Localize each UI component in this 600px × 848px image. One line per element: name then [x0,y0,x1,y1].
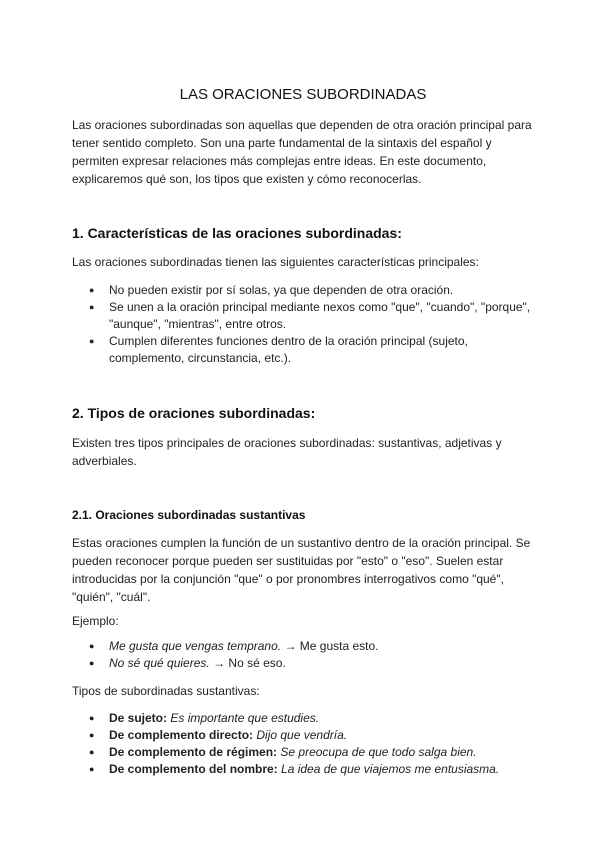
example-rest: → No sé eso. [209,656,286,670]
example-italic: Me gusta que vengas temprano. [109,639,282,653]
section-2-lead: Existen tres tipos principales de oraciones subordinadas: sustantivas, adjetivas y adverbiales. [72,436,502,468]
section-1-heading: 1. Características de las oraciones subordinadas: [72,225,402,241]
list-item [72,655,534,672]
section-1-lead: Las oraciones subordinadas tienen las siguientes características principales: [72,255,479,269]
example-italic: No sé qué quieres. [109,656,210,670]
list-item: ● Cumplen diferentes funciones dentro de la oración principal (sujeto, complemento, circunstancia, etc.). [72,333,534,367]
example-rest: → Me gusta esto. [281,639,379,653]
list-item [72,744,534,761]
list-item [72,727,534,744]
list-item: ● No pueden existir por sí solas, ya que dependen de otra oración. [72,282,534,299]
type-example: Es importante que estudies. [167,711,320,725]
type-name: De sujeto: [109,711,168,725]
example-label: Ejemplo: [72,614,119,628]
section-2-heading: 2. Tipos de oraciones subordinadas: [72,405,316,421]
example-list [72,638,534,672]
intro-paragraph: Las oraciones subordinadas son aquellas que dependen de otra oración principal para tener sentido completo. Son una parte fundamental de la sintaxis del español y permiten expresar relaciones más complejas entre ideas. En este documento, explicaremos qué son, los tipos que existen y cómo reconocerlas. [72,118,532,186]
list-item [72,761,534,778]
types-list [72,710,534,778]
type-example: Se preocupa de que todo salga bien. [277,745,477,759]
document-title: LAS ORACIONES SUBORDINADAS [179,86,427,103]
type-example: La idea de que viajemos me entusiasma. [277,762,500,776]
list-item [72,638,534,655]
type-name: De complemento del nombre: [109,762,278,776]
section-2-1-heading: 2.1. Oraciones subordinadas sustantivas [72,508,306,522]
types-label: Tipos de subordinadas sustantivas: [72,684,260,698]
list-item [72,710,534,727]
section-1-bullet-list [72,282,534,367]
type-name: De complemento de régimen: [109,745,278,759]
list-item: ● Se unen a la oración principal mediante nexos como "que", "cuando", "porque", "aunque", "mientras", entre otros. [72,299,534,333]
section-2-1-body: Estas oraciones cumplen la función de un sustantivo dentro de la oración principal. Se pueden reconocer porque pueden ser sustituidas por "esto" o "eso". Suelen estar introducidas por la conjunción "que" o por pronombres interrogativos como "qué", "quién", "cuál". [72,536,531,604]
type-name: De complemento directo: [109,728,254,742]
type-example: Dijo que vendría. [253,728,348,742]
